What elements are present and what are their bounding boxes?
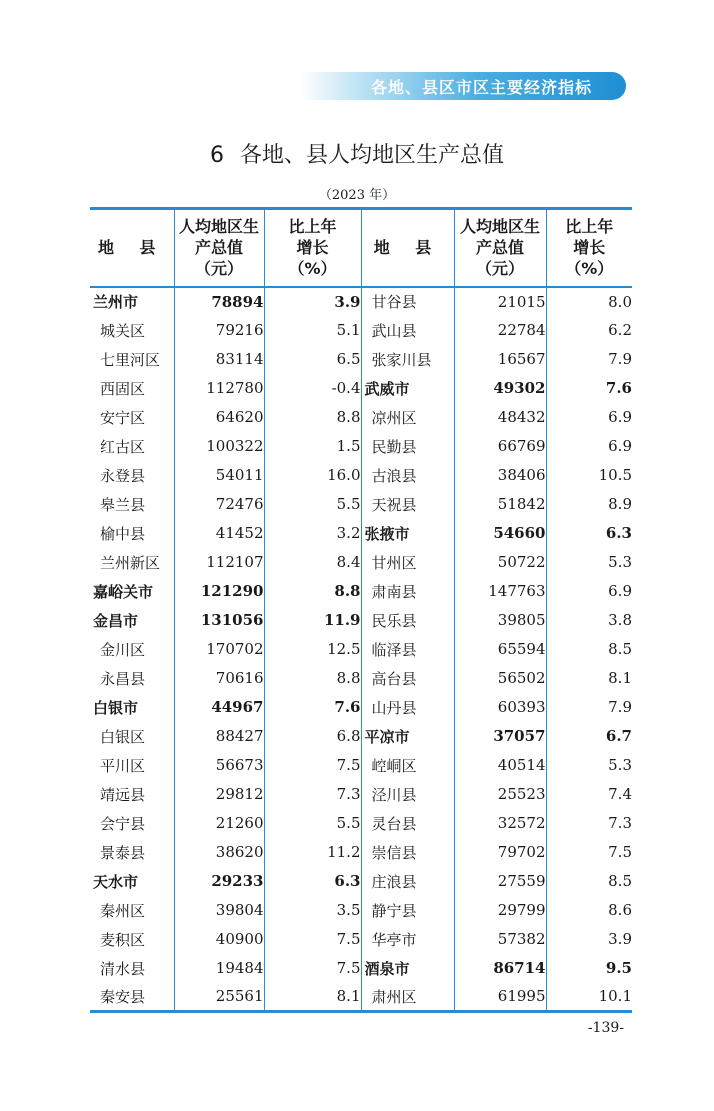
growth-rate-cell: 7.4: [546, 780, 632, 809]
growth-rate-cell: 6.8: [264, 722, 361, 751]
region-name-cell: 白银区: [100, 727, 146, 746]
page-title: [0, 138, 714, 169]
growth-rate-cell: 8.8: [264, 664, 361, 693]
gdp-per-capita-cell: 56673: [174, 751, 264, 780]
gdp-per-capita-cell: 22784: [454, 316, 546, 345]
growth-rate-cell: 3.9: [264, 287, 361, 316]
region-name-cell: 靖远县: [100, 785, 146, 804]
region-name-cell: 肃州区: [361, 983, 454, 1012]
growth-rate-cell: 5.5: [264, 809, 361, 838]
region-name-cell: 平凉市: [361, 722, 454, 751]
table-row: [90, 432, 632, 461]
growth-rate-cell: 5.3: [546, 751, 632, 780]
gdp-per-capita-cell: 25561: [174, 983, 264, 1012]
region-name-cell: 高台县: [361, 664, 454, 693]
gdp-per-capita-cell: 21260: [174, 809, 264, 838]
region-name-cell: 临泽县: [361, 635, 454, 664]
header-growth-unit: （%）: [565, 259, 614, 279]
growth-rate-cell: 5.3: [546, 548, 632, 577]
table-row: [90, 577, 632, 606]
gdp-per-capita-cell: 79702: [454, 838, 546, 867]
region-name-cell: 静宁县: [361, 896, 454, 925]
growth-rate-cell: 6.3: [264, 867, 361, 896]
region-name-cell: 庄浪县: [361, 867, 454, 896]
region-name-cell: 张家川县: [361, 345, 454, 374]
table-header-row: [90, 209, 632, 287]
table-row: [90, 548, 632, 577]
gdp-per-capita-cell: 86714: [454, 954, 546, 983]
region-name-cell: 城关区: [100, 321, 146, 340]
table-row: [90, 403, 632, 432]
gdp-per-capita-cell: 70616: [174, 664, 264, 693]
header-growth-line1: 比上年: [565, 217, 614, 237]
header-growth-line1: 比上年: [288, 217, 337, 237]
growth-rate-cell: 7.6: [264, 693, 361, 722]
region-name-cell: 天水市: [93, 872, 139, 891]
header-growth-line2: 增长: [296, 238, 329, 258]
region-name-cell: 肃南县: [361, 577, 454, 606]
growth-rate-cell: 8.9: [546, 490, 632, 519]
growth-rate-cell: 3.9: [546, 925, 632, 954]
header-gdp-unit: （元）: [475, 259, 524, 279]
region-name-cell: 崇信县: [361, 838, 454, 867]
table-row: [90, 374, 632, 403]
table-row: [90, 345, 632, 374]
gdp-per-capita-cell: 60393: [454, 693, 546, 722]
growth-rate-cell: 6.7: [546, 722, 632, 751]
growth-rate-cell: 8.8: [264, 403, 361, 432]
growth-rate-cell: 8.5: [546, 867, 632, 896]
region-name-cell: 平川区: [100, 756, 146, 775]
growth-rate-cell: 7.5: [264, 925, 361, 954]
region-name-cell: 兰州市: [93, 293, 139, 311]
growth-rate-cell: 12.5: [264, 635, 361, 664]
region-name-cell: 甘州区: [361, 548, 454, 577]
gdp-per-capita-cell: 21015: [454, 287, 546, 316]
growth-rate-cell: 9.5: [546, 954, 632, 983]
gdp-per-capita-cell: 147763: [454, 577, 546, 606]
gdp-per-capita-cell: 40514: [454, 751, 546, 780]
region-name-cell: 武山县: [361, 316, 454, 345]
region-name-cell: 酒泉市: [361, 954, 454, 983]
gdp-per-capita-cell: 49302: [454, 374, 546, 403]
region-name-cell: 秦安县: [100, 987, 146, 1006]
region-name-cell: 古浪县: [361, 461, 454, 490]
table-title: 各地、县人均地区生产总值: [239, 143, 504, 168]
growth-rate-cell: 6.5: [264, 345, 361, 374]
region-name-cell: 清水县: [100, 959, 146, 978]
region-name-cell: 西固区: [100, 379, 146, 398]
growth-rate-cell: 3.5: [264, 896, 361, 925]
gdp-per-capita-cell: 61995: [454, 983, 546, 1012]
region-name-cell: 金川区: [100, 640, 146, 659]
table-row: [90, 461, 632, 490]
gdp-per-capita-cell: 57382: [454, 925, 546, 954]
region-name-cell: 红古区: [100, 437, 146, 456]
gdp-per-capita-cell: 170702: [174, 635, 264, 664]
gdp-per-capita-cell: 79216: [174, 316, 264, 345]
growth-rate-cell: 11.9: [264, 606, 361, 635]
growth-rate-cell: 6.9: [546, 577, 632, 606]
gdp-per-capita-cell: 88427: [174, 722, 264, 751]
header-gdp-unit: （元）: [194, 259, 243, 279]
section-banner: [300, 72, 626, 100]
gdp-per-capita-cell: 65594: [454, 635, 546, 664]
growth-rate-cell: 7.5: [546, 838, 632, 867]
gdp-per-capita-cell: 25523: [454, 780, 546, 809]
table-number: 6: [209, 143, 224, 168]
gdp-per-capita-cell: 83114: [174, 345, 264, 374]
gdp-per-capita-cell: 54660: [454, 519, 546, 548]
region-name-cell: 天祝县: [361, 490, 454, 519]
region-name-cell: 兰州新区: [100, 553, 161, 572]
gdp-per-capita-table: [90, 207, 632, 1013]
growth-rate-cell: 6.9: [546, 432, 632, 461]
growth-rate-cell: 7.3: [264, 780, 361, 809]
table-row: [90, 809, 632, 838]
table-row: [90, 316, 632, 345]
gdp-per-capita-cell: 37057: [454, 722, 546, 751]
table-row: [90, 693, 632, 722]
table-row: [90, 606, 632, 635]
table-row: [90, 664, 632, 693]
region-name-cell: 金昌市: [93, 611, 139, 630]
table-row: [90, 780, 632, 809]
growth-rate-cell: -0.4: [264, 374, 361, 403]
growth-rate-cell: 7.5: [264, 751, 361, 780]
region-name-cell: 景泰县: [100, 843, 146, 862]
gdp-per-capita-cell: 100322: [174, 432, 264, 461]
gdp-per-capita-cell: 39804: [174, 896, 264, 925]
region-name-cell: 会宁县: [100, 814, 146, 833]
gdp-per-capita-cell: 16567: [454, 345, 546, 374]
growth-rate-cell: 7.9: [546, 345, 632, 374]
growth-rate-cell: 5.5: [264, 490, 361, 519]
gdp-per-capita-cell: 112107: [174, 548, 264, 577]
growth-rate-cell: 10.5: [546, 461, 632, 490]
gdp-per-capita-cell: 54011: [174, 461, 264, 490]
gdp-per-capita-cell: 41452: [174, 519, 264, 548]
region-name-cell: 泾川县: [361, 780, 454, 809]
gdp-per-capita-cell: 78894: [174, 287, 264, 316]
growth-rate-cell: 8.5: [546, 635, 632, 664]
table-row: [90, 896, 632, 925]
table-row: [90, 635, 632, 664]
growth-rate-cell: 6.2: [546, 316, 632, 345]
table-row: [90, 751, 632, 780]
table-row: [90, 925, 632, 954]
header-gdp-right: [454, 209, 546, 287]
gdp-per-capita-cell: 64620: [174, 403, 264, 432]
growth-rate-cell: 8.1: [546, 664, 632, 693]
section-banner-title: 各地、县区市区主要经济指标: [370, 78, 592, 97]
growth-rate-cell: 1.5: [264, 432, 361, 461]
growth-rate-cell: 8.4: [264, 548, 361, 577]
region-name-cell: 崆峒区: [361, 751, 454, 780]
gdp-per-capita-cell: 44967: [174, 693, 264, 722]
gdp-per-capita-cell: 48432: [454, 403, 546, 432]
growth-rate-cell: 8.8: [264, 577, 361, 606]
growth-rate-cell: 8.1: [264, 983, 361, 1012]
region-name-cell: 华亭市: [361, 925, 454, 954]
gdp-per-capita-cell: 29799: [454, 896, 546, 925]
region-name-cell: 安宁区: [100, 408, 146, 427]
region-name-cell: 秦州区: [100, 901, 146, 920]
region-name-cell: 灵台县: [361, 809, 454, 838]
growth-rate-cell: 7.3: [546, 809, 632, 838]
region-name-cell: 麦积区: [100, 930, 146, 949]
header-region-right: 地 县: [361, 209, 454, 287]
gdp-per-capita-cell: 39805: [454, 606, 546, 635]
gdp-per-capita-cell: 38406: [454, 461, 546, 490]
growth-rate-cell: 7.5: [264, 954, 361, 983]
growth-rate-cell: 8.6: [546, 896, 632, 925]
gdp-per-capita-cell: 121290: [174, 577, 264, 606]
growth-rate-cell: 16.0: [264, 461, 361, 490]
table-row: [90, 838, 632, 867]
table-row: [90, 490, 632, 519]
header-gdp-line1: 人均地区生: [178, 217, 259, 237]
region-name-cell: 山丹县: [361, 693, 454, 722]
growth-rate-cell: 10.1: [546, 983, 632, 1012]
region-name-cell: 永昌县: [100, 669, 146, 688]
gdp-per-capita-cell: 50722: [454, 548, 546, 577]
growth-rate-cell: 3.2: [264, 519, 361, 548]
header-growth-unit: （%）: [288, 259, 337, 279]
region-name-cell: 张掖市: [361, 519, 454, 548]
table-row: [90, 954, 632, 983]
region-name-cell: 民乐县: [361, 606, 454, 635]
gdp-per-capita-cell: 66769: [454, 432, 546, 461]
year-note: （2023 年）: [318, 188, 396, 203]
growth-rate-cell: 8.0: [546, 287, 632, 316]
region-name-cell: 榆中县: [100, 524, 146, 543]
gdp-per-capita-cell: 29233: [174, 867, 264, 896]
page-number: -139-: [587, 1020, 624, 1036]
region-name-cell: 凉州区: [361, 403, 454, 432]
gdp-per-capita-cell: 38620: [174, 838, 264, 867]
gdp-per-capita-cell: 29812: [174, 780, 264, 809]
header-growth-line2: 增长: [573, 238, 606, 258]
table-row: [90, 287, 632, 316]
table-row: [90, 867, 632, 896]
gdp-per-capita-cell: 131056: [174, 606, 264, 635]
gdp-per-capita-cell: 32572: [454, 809, 546, 838]
region-name-cell: 嘉峪关市: [93, 582, 154, 601]
region-name-cell: 永登县: [100, 466, 146, 485]
header-gdp-line2: 产总值: [194, 238, 243, 258]
gdp-per-capita-cell: 51842: [454, 490, 546, 519]
gdp-per-capita-cell: 40900: [174, 925, 264, 954]
region-name-cell: 七里河区: [100, 350, 161, 369]
region-name-cell: 武威市: [361, 374, 454, 403]
gdp-per-capita-cell: 19484: [174, 954, 264, 983]
growth-rate-cell: 6.3: [546, 519, 632, 548]
growth-rate-cell: 11.2: [264, 838, 361, 867]
growth-rate-cell: 6.9: [546, 403, 632, 432]
table-row: [90, 722, 632, 751]
header-region-left: 地 县: [97, 238, 166, 258]
table-row: [90, 983, 632, 1012]
table-row: [90, 519, 632, 548]
region-name-cell: 民勤县: [361, 432, 454, 461]
region-name-cell: 皋兰县: [100, 495, 146, 514]
header-gdp-line1: 人均地区生: [459, 217, 540, 237]
gdp-per-capita-cell: 112780: [174, 374, 264, 403]
growth-rate-cell: 5.1: [264, 316, 361, 345]
growth-rate-cell: 7.6: [546, 374, 632, 403]
growth-rate-cell: 3.8: [546, 606, 632, 635]
gdp-per-capita-cell: 27559: [454, 867, 546, 896]
header-growth-left: [264, 209, 361, 287]
growth-rate-cell: 7.9: [546, 693, 632, 722]
region-name-cell: 甘谷县: [361, 287, 454, 316]
header-gdp-left: [174, 209, 264, 287]
region-name-cell: 白银市: [93, 698, 139, 717]
header-gdp-line2: 产总值: [475, 238, 524, 258]
gdp-per-capita-cell: 56502: [454, 664, 546, 693]
header-growth-right: [546, 209, 632, 287]
gdp-per-capita-cell: 72476: [174, 490, 264, 519]
table-body: [90, 287, 632, 1012]
